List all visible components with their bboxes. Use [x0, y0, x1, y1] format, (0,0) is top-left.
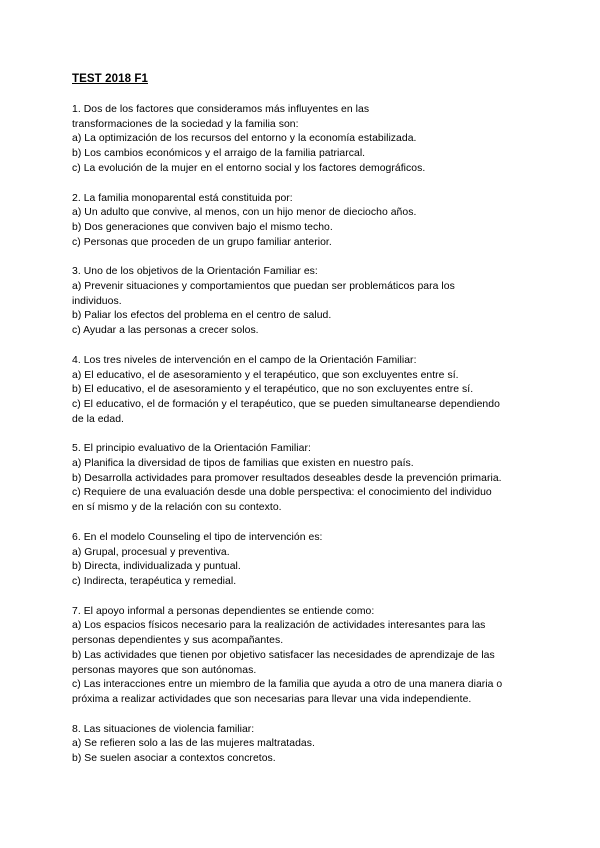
answer-option: a) Los espacios físicos necesario para la realización de actividades interesantes para las	[72, 620, 486, 632]
answer-option: b) Paliar los efectos del problema en el centro de salud.	[72, 310, 332, 322]
question-stem: 5. El principio evaluativo de la Orientación Familiar:	[72, 443, 311, 455]
answer-option: c) Personas que proceden de un grupo familiar anterior.	[72, 236, 332, 248]
answer-option: b) Dos generaciones que conviven bajo el mismo techo.	[72, 221, 333, 233]
answer-option: personas mayores que son autónomas.	[72, 664, 257, 676]
question-stem: 1. Dos de los factores que consideramos más influyentes en las	[72, 104, 370, 115]
document-title: TEST 2018 F1	[72, 73, 148, 85]
question-stem: 3. Uno de los objetivos de la Orientación Familiar es:	[72, 266, 318, 278]
answer-option: próxima a realizar actividades que son necesarias para llevar una vida independiente.	[72, 693, 472, 705]
question-6	[72, 531, 540, 590]
question-stem: 7. El apoyo informal a personas dependientes se entiende como:	[72, 605, 375, 617]
answer-option: c) Indirecta, terapéutica y remedial.	[72, 575, 237, 587]
answer-option: de la edad.	[72, 413, 124, 425]
answer-option: c) Las interacciones entre un miembro de la familia que ayuda a otro de una manera diaria o	[72, 679, 503, 691]
answer-option: en sí mismo y de la relación con su contexto.	[72, 502, 282, 514]
question-stem: 6. En el modelo Counseling el tipo de intervención es:	[72, 531, 323, 543]
answer-option: b) El educativo, el de asesoramiento y el terapéutico, que no son excluyentes entre sí.	[72, 384, 474, 396]
answer-option: b) Desarrolla actividades para promover resultados deseables desde la prevención primaria.	[72, 472, 502, 484]
answer-option: c) Ayudar a las personas a crecer solos.	[72, 325, 259, 337]
question-5	[72, 442, 540, 516]
question-stem: 4. Los tres niveles de intervención en el campo de la Orientación Familiar:	[72, 354, 417, 366]
question-stem: 8. Las situaciones de violencia familiar:	[72, 723, 255, 735]
answer-option: a) Se refieren solo a las de las mujeres maltratadas.	[72, 738, 315, 750]
answer-option: individuos.	[72, 295, 122, 307]
answer-option: a) Un adulto que convive, al menos, con un hijo menor de dieciocho años.	[72, 207, 417, 219]
question-7	[72, 605, 540, 708]
answer-option: a) Planifica la diversidad de tipos de familias que existen en nuestro país.	[72, 458, 414, 470]
question-4	[72, 354, 540, 428]
question-list	[72, 103, 540, 767]
question-stem: transformaciones de la sociedad y la familia son:	[72, 118, 299, 130]
answer-option: a) Prevenir situaciones y comportamientos que puedan ser problemáticos para los	[72, 281, 455, 293]
answer-option: a) El educativo, el de asesoramiento y el terapéutico, que son excluyentes entre sí.	[72, 369, 459, 381]
question-2	[72, 192, 540, 251]
answer-option: c) Requiere de una evaluación desde una doble perspectiva: el conocimiento del individuo	[72, 487, 492, 499]
question-1	[72, 103, 540, 177]
question-3	[72, 265, 540, 339]
answer-option: c) El educativo, el de formación y el terapéutico, que se pueden simultanearse dependiendo	[72, 398, 500, 410]
answer-option: b) Los cambios económicos y el arraigo de la familia patriarcal.	[72, 148, 366, 160]
question-8	[72, 723, 540, 767]
answer-option: b) Se suelen asociar a contextos concretos.	[72, 753, 276, 765]
answer-option: personas dependientes y sus acompañantes.	[72, 635, 284, 647]
answer-option: a) La optimización de los recursos del entorno y la economía estabilizada.	[72, 133, 417, 145]
question-stem: 2. La familia monoparental está constituida por:	[72, 192, 293, 204]
answer-option: b) Las actividades que tienen por objetivo satisfacer las necesidades de aprendizaje de las	[72, 649, 495, 661]
answer-option: b) Directa, individualizada y puntual.	[72, 561, 241, 573]
answer-option: c) La evolución de la mujer en el entorno social y los factores demográficos.	[72, 162, 426, 174]
answer-option: a) Grupal, procesual y preventiva.	[72, 546, 230, 558]
